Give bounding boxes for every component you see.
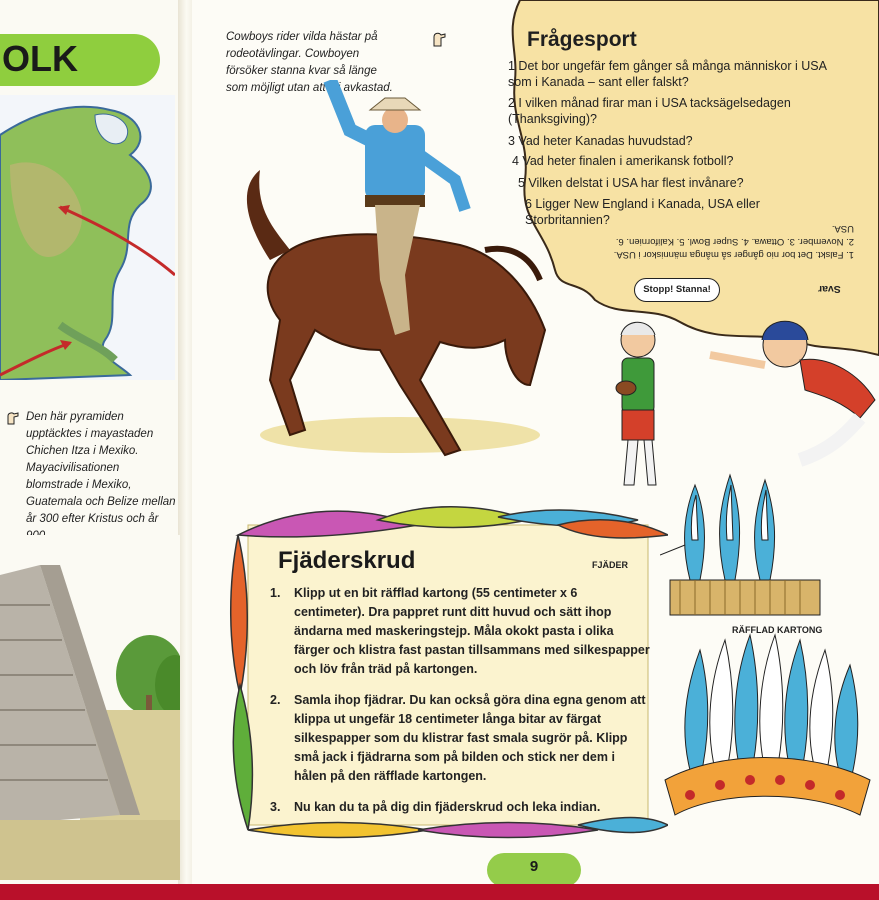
instruction-step	[270, 798, 650, 817]
pointing-hand-icon	[6, 410, 20, 426]
page-number: 9	[529, 858, 539, 875]
label-feather: FJÄDER	[592, 560, 629, 570]
label-cardboard: RÄFFLAD KARTONG	[732, 625, 823, 635]
step-text: Samla ihop fjädrar. Du kan också göra dina egna genom att klippa ut ungefär 18 centimeter långa bitar av färgat silkespapper som du klistrar fast smala sugrör på. Klipp små jack i fjädrarna som på bilden och stick ner dem i hålen på den räfflade kartongen.	[294, 693, 646, 783]
quiz-answers-upside-down: 1. Falskt. Det bor nio gånger så många människor i USA. 2. November. 3. Ottawa. 4. Super Bowl. 5. Kalifornien. 6. USA.	[613, 223, 854, 260]
cowboy-caption: Cowboys rider vilda hästar på rodeotävlingar. Cowboyen försöker stanna kvar så länge som möjligt utan att bli avkastad.	[226, 31, 393, 94]
step-number: 3.	[270, 800, 281, 814]
quiz-question: 1 Det bor ungefär fem gånger så många människor i USA som i Kanada – sant eller falskt?	[508, 59, 827, 89]
section-banner-title: OLK	[2, 38, 78, 79]
mayan-pyramid-illustration	[0, 535, 180, 880]
speech-bubble: Stopp! Stanna!	[634, 278, 720, 302]
step-number: 2.	[270, 693, 281, 707]
instruction-list	[270, 584, 650, 829]
headdress-illustration	[660, 630, 875, 840]
quiz-answers-heading: Svar	[818, 283, 841, 295]
instruction-step	[270, 584, 650, 679]
pointing-hand-icon	[431, 30, 447, 48]
quiz-question: 2 I vilken månad firar man i USA tacksägelsedagen (Thanksgiving)?	[508, 96, 791, 126]
quiz-question: 5 Vilken delstat i USA har flest invånare?	[518, 176, 744, 190]
north-america-map	[0, 95, 175, 380]
feather-diagram	[660, 470, 830, 640]
pyramid-caption: Den här pyramiden upptäcktes i mayastaden Chichen Itza i Mexiko. Mayacivilisationen blomstrade i Mexiko, Guatemala och Belize mellan år 300 efter Kristus och år	[26, 411, 176, 525]
book-bottom-edge	[0, 884, 879, 900]
step-number: 1.	[270, 586, 281, 600]
quiz-title: Frågesport	[527, 28, 637, 51]
instruction-step	[270, 691, 650, 786]
quiz-question: 4 Vad heter finalen i amerikansk fotboll?	[512, 154, 734, 168]
step-text: Klipp ut en bit räfflad kartong (55 centimeter x 6 centimeter). Dra pappret runt ditt huvud och sätt ihop ändarna med maskeringstejp. Måla okokt pasta i olika färger och klistra fast pastan tillsammans med silkespapper och löv från träd på kartongen.	[294, 586, 650, 676]
headdress-title: Fjäderskrud	[278, 547, 416, 574]
quiz-question: 6 Ligger New England i Kanada, USA eller Storbritannien?	[525, 197, 760, 227]
book-spine	[178, 0, 192, 900]
quiz-question: 3 Vad heter Kanadas huvudstad?	[508, 134, 693, 148]
step-text: Nu kan du ta på dig din fjäderskrud och leka indian.	[294, 800, 601, 814]
